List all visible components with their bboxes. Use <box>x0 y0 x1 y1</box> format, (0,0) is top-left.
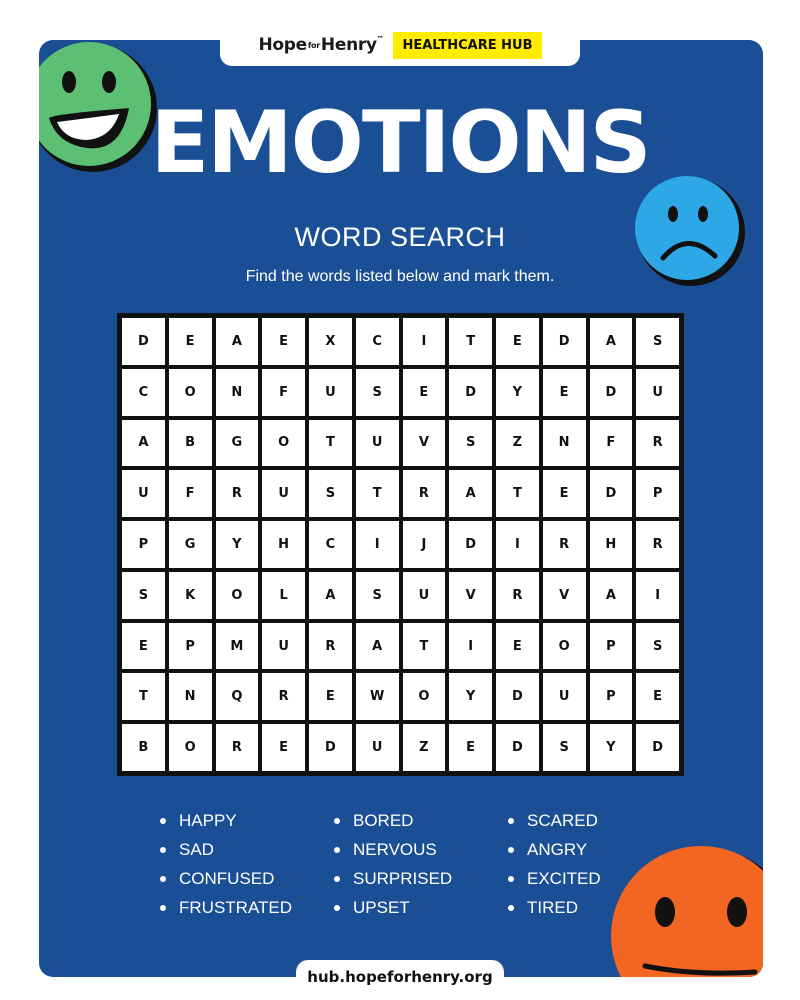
grid-cell[interactable]: O <box>403 673 446 720</box>
grid-cell[interactable]: R <box>309 623 352 670</box>
grid-cell[interactable]: I <box>496 521 539 568</box>
grid-cell[interactable]: D <box>122 318 165 365</box>
grid-cell[interactable]: A <box>356 623 399 670</box>
brand-logo: HopeforHenry™ <box>258 35 384 55</box>
grid-cell[interactable]: P <box>590 673 633 720</box>
grid-cell[interactable]: E <box>403 369 446 416</box>
grid-cell[interactable]: R <box>262 673 305 720</box>
grid-cell[interactable]: U <box>262 623 305 670</box>
grid-cell[interactable]: R <box>636 420 679 467</box>
word-label: SURPRISED <box>353 868 453 888</box>
grid-cell[interactable]: Y <box>449 673 492 720</box>
grid-cell[interactable]: D <box>496 673 539 720</box>
word-list-item <box>160 864 334 893</box>
grid-cell[interactable]: V <box>449 572 492 619</box>
grid-cell[interactable]: S <box>356 572 399 619</box>
word-label: SAD <box>179 839 214 859</box>
word-label: CONFUSED <box>179 868 275 888</box>
grid-cell[interactable]: P <box>169 623 212 670</box>
bullet-icon <box>508 818 514 824</box>
grid-cell[interactable]: T <box>122 673 165 720</box>
grid-cell[interactable]: R <box>216 724 259 771</box>
grid-cell[interactable]: E <box>543 369 586 416</box>
grid-cell[interactable]: K <box>169 572 212 619</box>
grid-cell[interactable]: D <box>496 724 539 771</box>
grid-cell[interactable]: M <box>216 623 259 670</box>
grid-cell[interactable]: T <box>449 318 492 365</box>
grid-cell[interactable]: U <box>543 673 586 720</box>
grid-cell[interactable]: F <box>262 369 305 416</box>
bullet-icon <box>334 847 340 853</box>
grid-cell[interactable]: R <box>496 572 539 619</box>
grid-cell[interactable]: E <box>543 470 586 517</box>
bullet-icon <box>160 905 166 911</box>
grid-cell[interactable]: D <box>543 318 586 365</box>
grid-cell[interactable]: R <box>216 470 259 517</box>
grid-cell[interactable]: W <box>356 673 399 720</box>
grid-cell[interactable]: A <box>590 572 633 619</box>
grid-cell[interactable]: A <box>449 470 492 517</box>
bullet-icon <box>508 905 514 911</box>
grid-cell[interactable]: O <box>216 572 259 619</box>
word-label: FRUSTRATED <box>179 897 293 917</box>
grid-cell[interactable]: P <box>636 470 679 517</box>
grid-cell[interactable]: T <box>496 470 539 517</box>
grid-cell[interactable]: S <box>122 572 165 619</box>
grid-cell[interactable]: E <box>636 673 679 720</box>
grid-cell[interactable]: N <box>169 673 212 720</box>
grid-cell[interactable]: E <box>496 318 539 365</box>
grid-cell[interactable]: I <box>449 623 492 670</box>
grid-cell[interactable]: S <box>636 623 679 670</box>
grid-cell[interactable]: U <box>636 369 679 416</box>
word-list-item <box>334 893 508 922</box>
grid-cell[interactable]: Z <box>403 724 446 771</box>
grid-cell[interactable]: Z <box>496 420 539 467</box>
word-column <box>160 806 334 922</box>
grid-cell[interactable]: C <box>122 369 165 416</box>
word-label: SCARED <box>527 810 598 830</box>
grid-cell[interactable]: E <box>496 623 539 670</box>
grid-cell[interactable]: U <box>262 470 305 517</box>
grid-cell[interactable]: G <box>169 521 212 568</box>
grid-cell[interactable]: V <box>403 420 446 467</box>
bullet-icon <box>508 876 514 882</box>
instructions-text: Find the words listed below and mark them. <box>245 268 555 285</box>
word-list-item <box>160 806 334 835</box>
word-column <box>334 806 508 922</box>
grid-cell[interactable]: A <box>309 572 352 619</box>
grid-cell[interactable]: B <box>169 420 212 467</box>
word-list-item <box>508 864 682 893</box>
grid-cell[interactable]: O <box>262 420 305 467</box>
word-list-item <box>160 835 334 864</box>
grid-cell[interactable]: D <box>449 521 492 568</box>
grid-cell[interactable]: I <box>356 521 399 568</box>
grid-cell[interactable]: N <box>543 420 586 467</box>
bullet-icon <box>160 818 166 824</box>
grid-cell[interactable]: O <box>169 369 212 416</box>
grid-cell[interactable]: E <box>122 623 165 670</box>
grid-cell[interactable]: D <box>449 369 492 416</box>
word-label: NERVOUS <box>353 839 437 859</box>
grid-cell[interactable]: P <box>122 521 165 568</box>
grid-cell[interactable]: E <box>169 318 212 365</box>
grid-cell[interactable]: T <box>403 623 446 670</box>
word-list-item <box>508 835 682 864</box>
word-list <box>160 806 682 922</box>
grid-cell[interactable]: D <box>590 369 633 416</box>
grid-cell[interactable]: S <box>636 318 679 365</box>
grid-cell[interactable]: H <box>262 521 305 568</box>
grid-cell[interactable]: R <box>543 521 586 568</box>
grid-cell[interactable]: Y <box>496 369 539 416</box>
healthcare-hub-badge: HEALTHCARE HUB <box>393 32 541 59</box>
grid-cell[interactable]: S <box>309 470 352 517</box>
word-list-item <box>508 893 682 922</box>
grid-cell[interactable]: T <box>356 470 399 517</box>
bullet-icon <box>160 876 166 882</box>
word-label: HAPPY <box>179 810 237 830</box>
grid-cell[interactable]: Y <box>590 724 633 771</box>
grid-cell[interactable]: L <box>262 572 305 619</box>
page-subtitle: WORD SEARCH <box>294 222 506 252</box>
word-list-item <box>334 864 508 893</box>
grid-cell[interactable]: T <box>309 420 352 467</box>
word-column <box>508 806 682 922</box>
grid-cell[interactable]: E <box>449 724 492 771</box>
word-search-grid <box>117 313 684 776</box>
bullet-icon <box>160 847 166 853</box>
grid-cell[interactable]: F <box>590 420 633 467</box>
bullet-icon <box>508 847 514 853</box>
grid-cell[interactable]: C <box>309 521 352 568</box>
grid-cell[interactable]: E <box>262 724 305 771</box>
word-list-item <box>334 806 508 835</box>
grid-cell[interactable]: U <box>356 420 399 467</box>
grid-cell[interactable]: R <box>403 470 446 517</box>
grid-cell[interactable]: Q <box>216 673 259 720</box>
word-label: TIRED <box>527 897 578 917</box>
grid-cell[interactable]: U <box>309 369 352 416</box>
grid-cell[interactable]: D <box>636 724 679 771</box>
word-label: ANGRY <box>527 839 588 859</box>
grid-cell[interactable]: J <box>403 521 446 568</box>
grid-cell[interactable]: D <box>309 724 352 771</box>
grid-cell[interactable]: E <box>262 318 305 365</box>
grid-cell[interactable]: E <box>309 673 352 720</box>
grid-cell[interactable]: U <box>122 470 165 517</box>
grid-cell[interactable]: A <box>216 318 259 365</box>
grid-cell[interactable]: G <box>216 420 259 467</box>
word-list-item <box>334 835 508 864</box>
grid-cell[interactable]: I <box>636 572 679 619</box>
grid-cell[interactable]: X <box>309 318 352 365</box>
word-label: BORED <box>353 810 414 830</box>
grid-cell[interactable]: A <box>590 318 633 365</box>
grid-cell[interactable]: R <box>636 521 679 568</box>
grid-cell[interactable]: P <box>590 623 633 670</box>
bullet-icon <box>334 905 340 911</box>
grid-cell[interactable]: F <box>169 470 212 517</box>
grid-cell[interactable]: S <box>356 369 399 416</box>
word-list-item <box>160 893 334 922</box>
grid-cell[interactable]: S <box>449 420 492 467</box>
grid-cell[interactable]: H <box>590 521 633 568</box>
grid-cell[interactable]: B <box>122 724 165 771</box>
grid-cell[interactable]: S <box>543 724 586 771</box>
grid-cell[interactable]: N <box>216 369 259 416</box>
word-list-item <box>508 806 682 835</box>
grid-cell[interactable]: D <box>590 470 633 517</box>
grid-cell[interactable]: V <box>543 572 586 619</box>
bullet-icon <box>334 876 340 882</box>
footer-url: hub.hopeforhenry.org <box>296 960 504 994</box>
grid-cell[interactable]: Y <box>216 521 259 568</box>
grid-cell[interactable]: U <box>403 572 446 619</box>
grid-cell[interactable]: O <box>169 724 212 771</box>
word-label: EXCITED <box>527 868 601 888</box>
page-title: EMOTIONS <box>150 93 650 193</box>
grid-cell[interactable]: I <box>403 318 446 365</box>
grid-cell[interactable]: C <box>356 318 399 365</box>
header-tab <box>220 24 580 66</box>
grid-cell[interactable]: O <box>543 623 586 670</box>
grid-cell[interactable]: U <box>356 724 399 771</box>
grid-cell[interactable]: A <box>122 420 165 467</box>
word-label: UPSET <box>353 897 410 917</box>
bullet-icon <box>334 818 340 824</box>
